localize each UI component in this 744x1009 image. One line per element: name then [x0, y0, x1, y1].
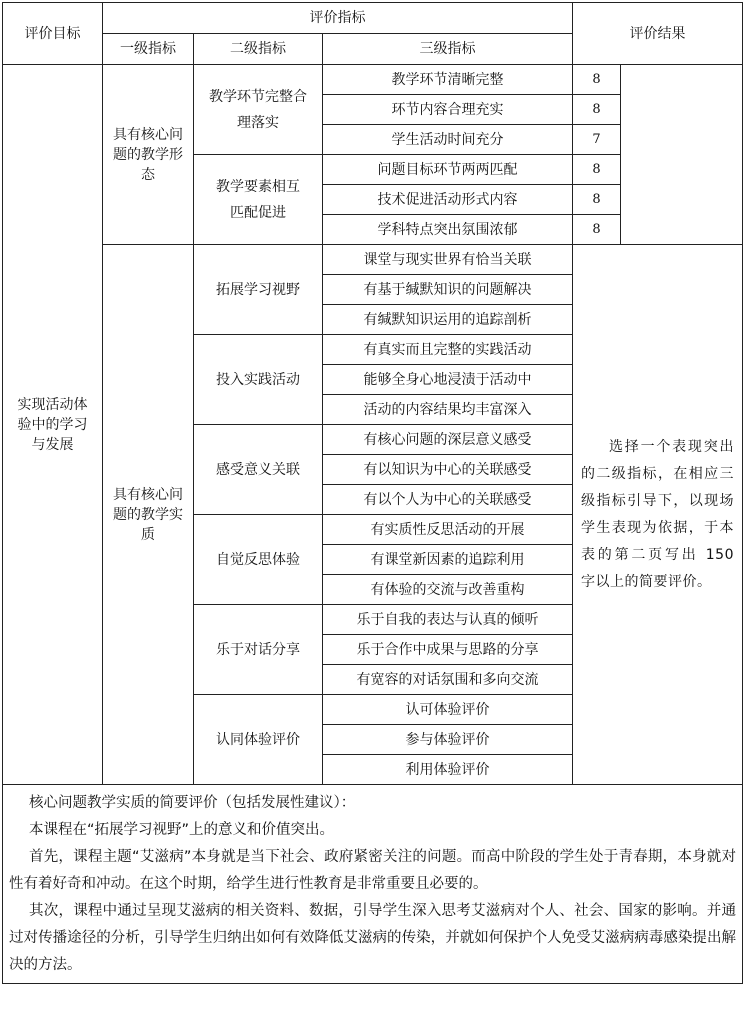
level1-cell-a: [103, 65, 194, 245]
header-level1: 一级指标: [103, 34, 194, 65]
level2-b3: 自觉反思体验: [194, 515, 323, 605]
level3-b5-1: 参与体验评价: [323, 725, 573, 755]
summary-p2: 首先，课程主题“艾滋病”本身就是当下社会、政府紧密关注的问题。而高中阶段的学生处于青春期，本身就对性有着好奇和冲动。在这个时期，给学生进行性教育是非常重要且必要的。: [9, 848, 736, 892]
score-blank-a: [621, 65, 743, 245]
level3-a1-1: 技术促进活动形式内容: [323, 185, 573, 215]
level2-b4: 乐于对话分享: [194, 605, 323, 695]
instruction-cell: [573, 245, 743, 785]
level3-a0-2: 学生活动时间充分: [323, 125, 573, 155]
level1-text-a: 具有核心问题的教学形态: [113, 126, 183, 183]
instruction-text: 选择一个表现突出的二级指标，在相应三级指标引导下，以现场学生表现为依据，于本表的第二页写出 150 字以上的简要评价。: [581, 438, 734, 590]
evaluation-table: [2, 2, 743, 984]
summary-p3: 其次，课程中通过呈现艾滋病的相关资料、数据，引导学生深入思考艾滋病对个人、社会、国家的影响。并通过对传播途径的分析，引导学生归纳出如何有效降低艾滋病的传染，并就如何保护个人免受艾滋病病毒感染提出解决的方法。: [9, 902, 736, 973]
level2-cell-a0: [194, 65, 323, 155]
level3-b5-0: 认可体验评价: [323, 695, 573, 725]
level3-b3-1: 有课堂新因素的追踪利用: [323, 545, 573, 575]
level3-b2-2: 有以个人为中心的关联感受: [323, 485, 573, 515]
level3-b1-1: 能够全身心地浸渍于活动中: [323, 365, 573, 395]
level3-b3-2: 有体验的交流与改善重构: [323, 575, 573, 605]
level1-text-b: 具有核心问题的教学实质: [113, 486, 183, 543]
level3-a1-2: 学科特点突出氛围浓郁: [323, 215, 573, 245]
level2-b5: 认同体验评价: [194, 695, 323, 785]
level3-b0-1: 有基于缄默知识的问题解决: [323, 275, 573, 305]
score-a1-2: 8: [573, 215, 621, 245]
level3-b4-2: 有宽容的对话氛围和多向交流: [323, 665, 573, 695]
level1-cell-b: [103, 245, 194, 785]
header-indicators: 评价指标: [103, 3, 573, 34]
level3-b0-2: 有缄默知识运用的追踪剖析: [323, 305, 573, 335]
level3-b4-1: 乐于合作中成果与思路的分享: [323, 635, 573, 665]
level2-b0: 拓展学习视野: [194, 245, 323, 335]
score-a0-1: 8: [573, 95, 621, 125]
level3-b1-2: 活动的内容结果均丰富深入: [323, 395, 573, 425]
score-a1-0: 8: [573, 155, 621, 185]
header-level2: 二级指标: [194, 34, 323, 65]
header-goal: 评价目标: [3, 3, 103, 65]
level3-a1-0: 问题目标环节两两匹配: [323, 155, 573, 185]
summary-cell: [3, 785, 743, 984]
level3-b4-0: 乐于自我的表达与认真的倾听: [323, 605, 573, 635]
level2-b1: 投入实践活动: [194, 335, 323, 425]
level3-b2-0: 有核心问题的深层意义感受: [323, 425, 573, 455]
level2-b2: 感受意义关联: [194, 425, 323, 515]
score-a0-0: 8: [573, 65, 621, 95]
level3-b5-2: 利用体验评价: [323, 755, 573, 785]
level2-cell-a1: [194, 155, 323, 245]
level3-b1-0: 有真实而且完整的实践活动: [323, 335, 573, 365]
level3-a0-1: 环节内容合理充实: [323, 95, 573, 125]
goal-text: 实现活动体验中的学习与发展: [17, 396, 88, 453]
level3-a0-0: 教学环节清晰完整: [323, 65, 573, 95]
summary-p1: 本课程在“拓展学习视野”上的意义和价值突出。: [29, 821, 335, 838]
level3-b3-0: 有实质性反思活动的开展: [323, 515, 573, 545]
level2-text-a0: 教学环节完整合理落实: [209, 88, 307, 131]
level2-text-a1: 教学要素相互匹配促进: [216, 178, 300, 221]
header-level3: 三级指标: [323, 34, 573, 65]
score-a1-1: 8: [573, 185, 621, 215]
level3-b2-1: 有以知识为中心的关联感受: [323, 455, 573, 485]
header-result: 评价结果: [573, 3, 743, 65]
score-a0-2: 7: [573, 125, 621, 155]
goal-cell: [3, 65, 103, 785]
level3-b0-0: 课堂与现实世界有恰当关联: [323, 245, 573, 275]
summary-title: 核心问题教学实质的简要评价（包括发展性建议）：: [29, 794, 356, 811]
